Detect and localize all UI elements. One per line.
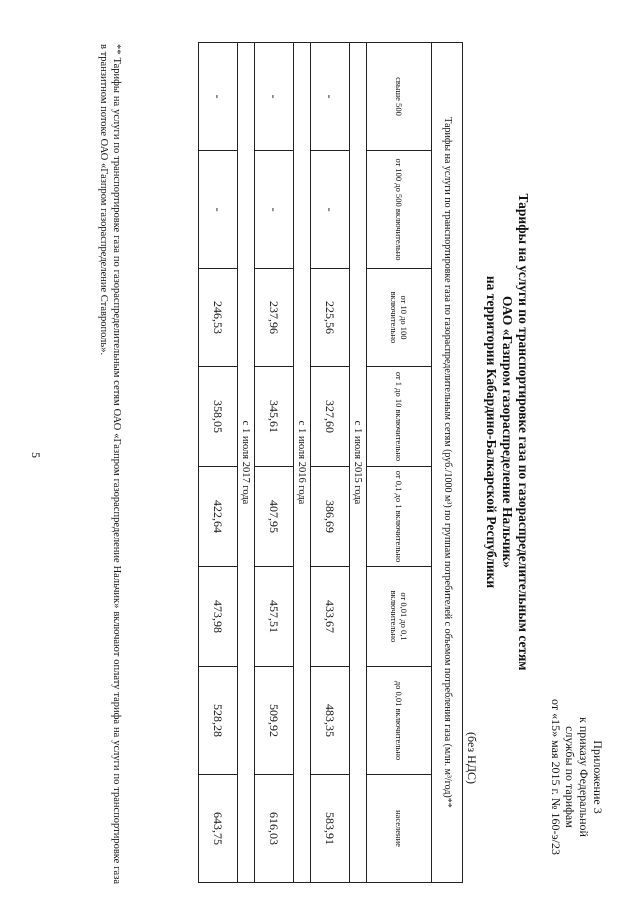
title-line: ОАО «Газпром газораспределение Нальчик»: [500, 295, 515, 569]
table-cell: 246,53: [199, 269, 238, 367]
title-line: на территории Кабардино-Балкарской Республики: [484, 275, 499, 589]
appendix-line: службы по тарифам: [563, 726, 577, 828]
table-main-header: Тарифы на услуги по транспортировке газа по газораспределительным сетям (руб./1000 м³) по группам потребителей с объемом потребления газа (млн. м³/год)**: [432, 43, 463, 883]
footnote: [97, 44, 123, 884]
footnote-marker: **: [111, 44, 122, 55]
column-header: от 100 до 500 включительно: [367, 151, 432, 269]
table-cell: 327,60: [311, 367, 350, 467]
appendix-line: к приказу Федеральной: [577, 717, 591, 837]
column-header: население: [367, 775, 432, 883]
table-cell: 483,35: [311, 667, 350, 775]
table-cell: -: [311, 151, 350, 269]
table-cell: 345,61: [255, 367, 294, 467]
column-header: от 10 до 100 включительно: [367, 269, 432, 367]
table-cell: 528,28: [199, 667, 238, 775]
tariff-table: [198, 42, 463, 883]
footnote-text: Тарифы на услуги по транспортировке газа по газораспределительным сетям ОАО «Газпром газораспределение Нальчик» включают оплату тарифа на услуги по транспортировке газа в транзитном потоке ОАО «Газпром газораспределение Ставрополь».: [98, 44, 122, 885]
table-cell: 386,69: [311, 467, 350, 567]
table-cell: 422,64: [199, 467, 238, 567]
table-cell: -: [255, 151, 294, 269]
table-cell: -: [311, 43, 350, 151]
table-cell: 616,03: [255, 775, 294, 883]
table-cell: 643,75: [199, 775, 238, 883]
table-cell: 509,92: [255, 667, 294, 775]
period-row: с 1 июля 2015 года: [350, 43, 367, 883]
table-cell: 433,67: [311, 567, 350, 667]
document-title: [483, 112, 531, 752]
appendix-reference: [549, 672, 605, 882]
table-row: [199, 43, 238, 883]
table-cell: 358,05: [199, 367, 238, 467]
table-row: [311, 43, 350, 883]
period-row: с 1 июля 2017 года: [238, 43, 255, 883]
rotated-page: [15, 22, 615, 885]
table-row: [255, 43, 294, 883]
appendix-line: Приложение 3: [591, 740, 605, 814]
table-cell: -: [199, 151, 238, 269]
table-cell: -: [255, 43, 294, 151]
table-cell: 225,56: [311, 269, 350, 367]
page-number: 5: [29, 452, 43, 458]
table-cell: 473,98: [199, 567, 238, 667]
table-cell: 583,91: [311, 775, 350, 883]
column-header: свыше 500: [367, 43, 432, 151]
column-header: от 0,1 до 1 включительно: [367, 467, 432, 567]
column-header: от 0,01 до 0,1 включительно: [367, 567, 432, 667]
table-cell: 407,95: [255, 467, 294, 567]
period-row: с 1 июля 2016 года: [294, 43, 311, 883]
vat-note: (без НДС): [465, 732, 479, 785]
column-header: до 0,01 включительно: [367, 667, 432, 775]
title-line: Тарифы на услуги по транспортировке газа по газораспределительным сетям: [516, 193, 531, 671]
appendix-line: от «15» мая 2015 г. № 160-э/23: [549, 699, 563, 855]
table-cell: -: [199, 43, 238, 151]
table-cell: 237,96: [255, 269, 294, 367]
table-cell: 457,51: [255, 567, 294, 667]
column-header: от 1 до 10 включительно: [367, 367, 432, 467]
